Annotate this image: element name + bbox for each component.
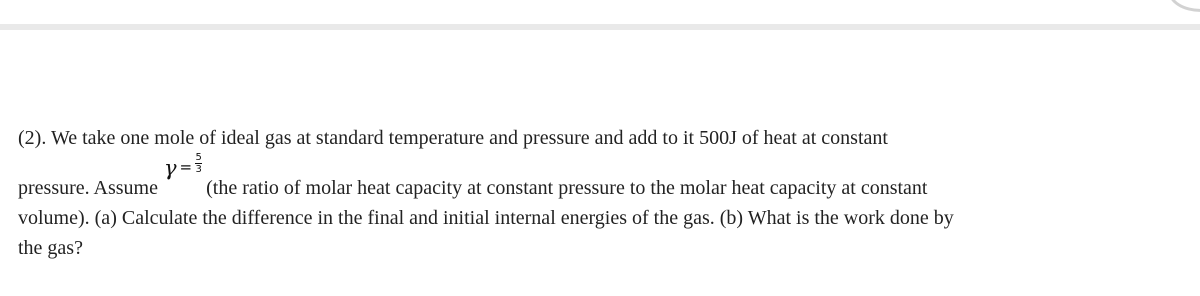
fraction-numerator: 5 <box>195 152 202 163</box>
question-text <box>18 123 1183 263</box>
top-toolbar-strip <box>0 0 1200 30</box>
fraction <box>195 152 202 175</box>
line-2-start: pressure. Assume <box>18 177 158 199</box>
equals-sign: = <box>179 158 193 176</box>
corner-handle[interactable] <box>1168 0 1200 12</box>
question-line-4: the gas? <box>18 237 83 259</box>
question-line-1: (2). We take one mole of ideal gas at standard temperature and pressure and add to it 500J of heat at constant <box>18 127 888 149</box>
question-line-3: volume). (a) Calculate the difference in the final and initial internal energies of the gas. (b) What is the work done by <box>18 207 954 229</box>
gamma-symbol: γ <box>163 156 177 180</box>
question-line-2 <box>18 152 1183 203</box>
line-2-end: (the ratio of molar heat capacity at constant pressure to the molar heat capacity at constant <box>206 177 928 199</box>
gamma-equation <box>164 153 202 185</box>
fraction-denominator: 3 <box>195 164 202 175</box>
